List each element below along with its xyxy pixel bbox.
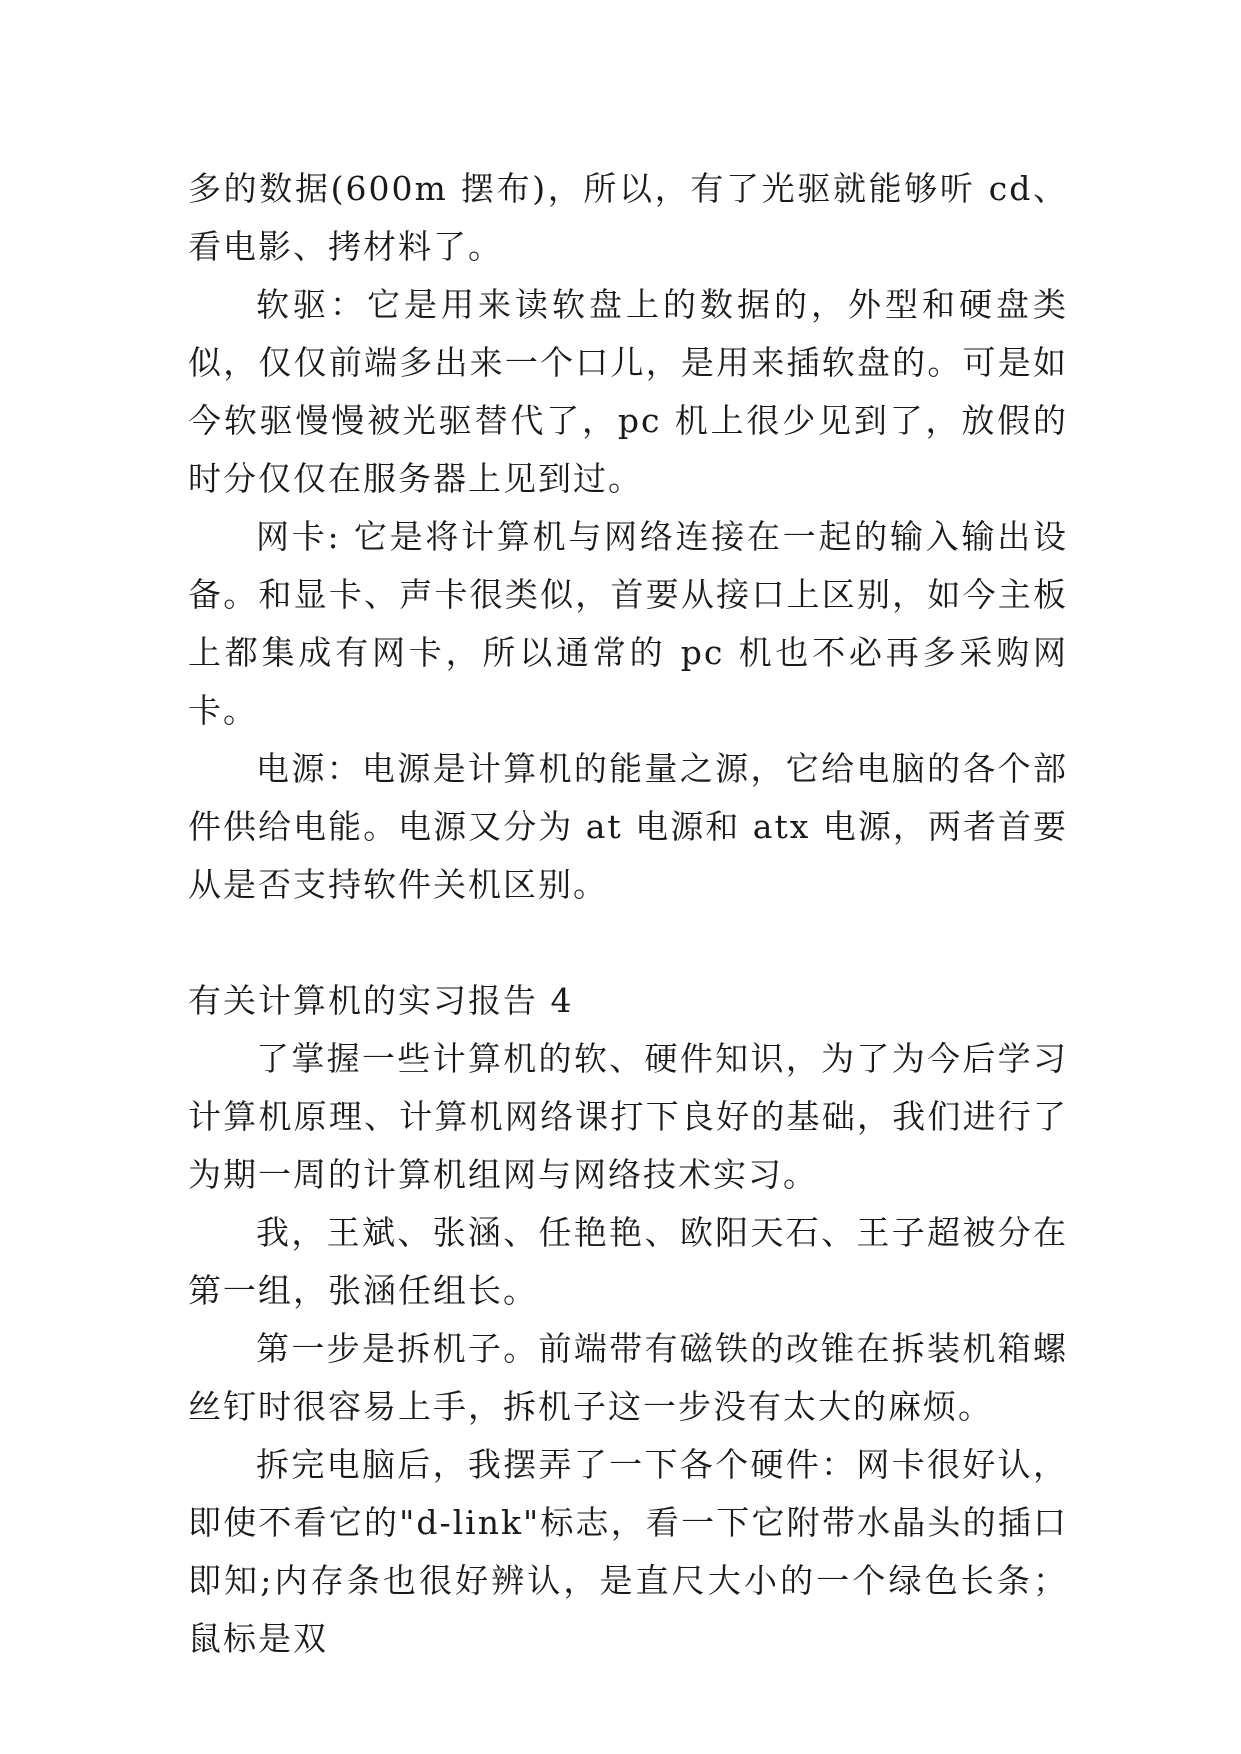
paragraph-disassembly: 第一步是拆机子。前端带有磁铁的改锥在拆装机箱螺丝钉时很容易上手，拆机子这一步没有太大的麻烦。 — [188, 1329, 1068, 1426]
paragraph-network-card: 网卡: 它是将计算机与网络连接在一起的输入输出设备。和显卡、声卡很类似，首要从接口上区别，如今主板上都集成有网卡，所以通常的 pc 机也不必再多采购网卡。 — [188, 517, 1068, 730]
paragraph-group: 我，王斌、张涵、任艳艳、欧阳天石、王子超被分在第一组，张涵任组长。 — [188, 1213, 1068, 1310]
continuation-paragraph: 多的数据(600m 摆布)，所以，有了光驱就能够听 cd、看电影、拷材料了。 — [188, 169, 1068, 266]
document-body — [188, 160, 1068, 1668]
paragraph-intro: 了掌握一些计算机的软、硬件知识，为了为今后学习计算机原理、计算机网络课打下良好的基础，我们进行了为期一周的计算机组网与网络技术实习。 — [188, 1039, 1068, 1194]
paragraph-power-supply: 电源：电源是计算机的能量之源，它给电脑的各个部件供给电能。电源又分为 at 电源和 atx 电源，两者首要从是否支持软件关机区别。 — [188, 749, 1068, 904]
section-spacer — [188, 914, 1068, 972]
paragraph-hardware: 拆完电脑后，我摆弄了一下各个硬件：网卡很好认，即使不看它的"d-link"标志，看一下它附带水晶头的插口即知;内存条也很好辨认，是直尺大小的一个绿色长条；鼠标是双 — [188, 1445, 1068, 1658]
paragraph-floppy-drive: 软驱：它是用来读软盘上的数据的，外型和硬盘类似，仅仅前端多出来一个口儿，是用来插软盘的。可是如今软驱慢慢被光驱替代了，pc 机上很少见到了，放假的时分仅仅在服务器上见到过。 — [188, 285, 1068, 498]
section-title: 有关计算机的实习报告 4 — [188, 981, 574, 1020]
